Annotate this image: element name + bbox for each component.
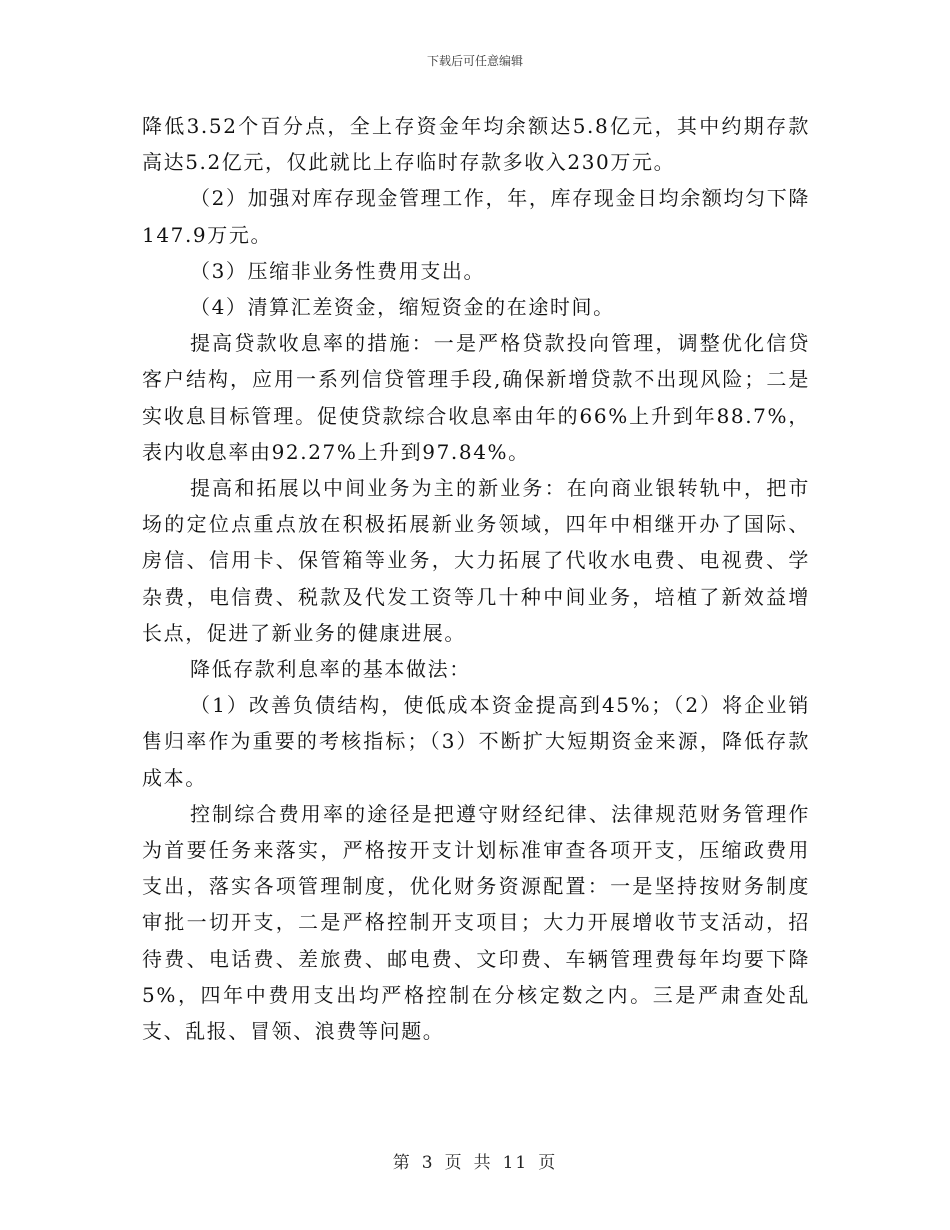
footer-page-label: 第 xyxy=(392,1153,412,1173)
footer-page-unit: 页 xyxy=(444,1153,464,1173)
paragraph-clear-funds: （4）清算汇差资金，缩短资金的在途时间。 xyxy=(190,295,615,320)
footer-total-pages: 11 xyxy=(502,1153,529,1173)
paragraph-expense-control: 控制综合费用率的途径是把遵守财经纪律、法律规范财务管理作为首要任务来落实，严格按开支计划标准审查各项开支，压缩政费用支出，落实各项管理制度，优化财务资源配置：一是坚持按财务制度审批一切开支，二是严格控制开支项目；大力开展增收节支活动，招待费、电话费、差旅费、邮电费、文印费、车辆管理费每年均要下降5%，四年中费用支出均严格控制在分核定数之内。三是严肃查处乱支、乱报、冒领、浪费等问题。 xyxy=(142,801,810,1044)
footer-total-label: 共 xyxy=(473,1153,493,1173)
paragraph-deposit-heading: 降低存款利息率的基本做法： xyxy=(190,657,471,682)
paragraph-reduce-expenses: （3）压缩非业务性费用支出。 xyxy=(190,258,486,283)
paragraph-continuation: 降低3.52个百分点，全上存资金年均余额达5.8亿元，其中约期存款高达5.2亿元，仅此就比上存临时存款多收入230万元。 xyxy=(142,114,810,175)
paragraph-new-business: 提高和拓展以中间业务为主的新业务：在向商业银转轨中，把市场的定位点重点放在积极拓展新业务领域，四年中相继开办了国际、房信、信用卡、保管箱等业务，大力拓展了代收水电费、电视费、学杂费，电信费、税款及代发工资等几十种中间业务，培植了新效益增长点，促进了新业务的健康进展。 xyxy=(142,476,810,645)
paragraph-cash-management: （2）加强对库存现金管理工作，年，库存现金日均余额均匀下降147.9万元。 xyxy=(142,186,810,247)
page-footer xyxy=(0,1152,950,1174)
document-body xyxy=(142,108,810,1049)
footer-total-unit: 页 xyxy=(538,1153,558,1173)
paragraph-deposit-measures: （1）改善负债结构，使低成本资金提高到45%；（2）将企业销售归率作为重要的考核指标；（3）不断扩大短期资金来源，降低存款成本。 xyxy=(142,693,810,790)
footer-page-number: 3 xyxy=(421,1153,435,1173)
paragraph-loan-interest: 提高贷款收息率的措施：一是严格贷款投向管理，调整优化信贷客户结构，应用一系列信贷管理手段,确保新增贷款不出现风险；二是实收息目标管理。促使贷款综合收息率由年的66%上升到年88.7%，表内收息率由92.27%上升到97.84%。 xyxy=(142,331,810,464)
page-header: 下载后可任意编辑 xyxy=(426,54,523,68)
